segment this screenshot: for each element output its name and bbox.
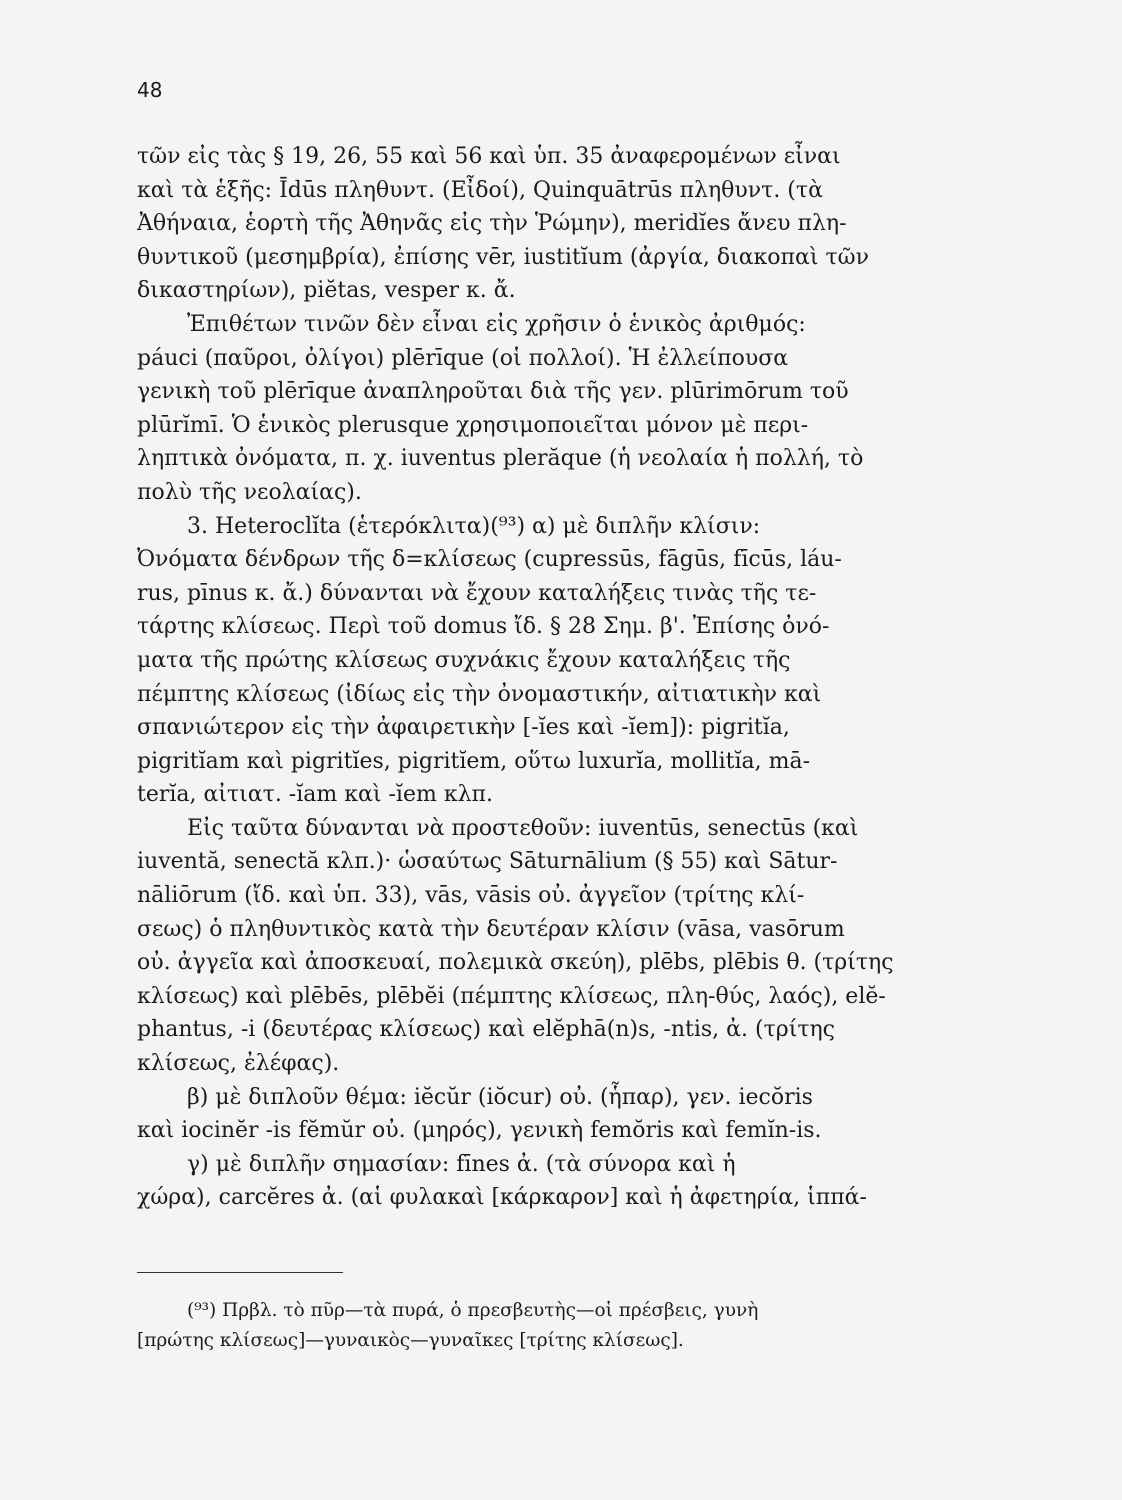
text-line: σεως) ὁ πληθυντικὸς κατὰ τὴν δευτέραν κλίσιν (vāsa, vasōrum: [137, 916, 845, 942]
footnotes: [137, 1296, 1017, 1356]
text-line: κλίσεως, ἐλέφας).: [137, 1051, 340, 1077]
text-line: τάρτης κλίσεως. Περὶ τοῦ domus ἴδ. § 28 Σημ. β'. Ἐπίσης ὀνό-: [137, 614, 830, 640]
text-line: καὶ iocinĕr -is fĕmŭr οὐ. (μηρός), γενικὴ femŏris καὶ femĭn-is.: [137, 1118, 822, 1144]
text-line: πολὺ τῆς νεολαίας).: [137, 479, 362, 505]
text-line: γ) μὲ διπλῆν σημασίαν: fīnes ἀ. (τὰ σύνορα καὶ ἡ: [187, 1151, 736, 1177]
text-line: σπανιώτερον εἰς τὴν ἀφαιρετικὴν [-ĭes καὶ -ĭem]): pigritĭa,: [137, 715, 790, 741]
text-line: τῶν εἰς τὰς § 19, 26, 55 καὶ 56 καὶ ὑπ. 35 ἀναφερομένων εἶναι: [137, 144, 841, 169]
text-line: páuci (παῦροι, ὀλίγοι) plērīque (οἱ πολλοί). Ἡ ἐλλείπουσα: [137, 345, 789, 371]
text-line: Εἰς ταῦτα δύνανται νὰ προστεθοῦν: iuventūs, senectūs (καὶ: [187, 815, 859, 841]
text-line: γενικὴ τοῦ plērīque ἀναπληροῦται διὰ τῆς γεν. plūrimōrum τοῦ: [137, 379, 849, 405]
text-line: κλίσεως) καὶ plēbēs, plēbĕi (πέμπτης κλίσεως, πλη-θύς, λαός), elĕ-: [137, 983, 886, 1009]
footnote-line: (⁹³) Πρβλ. τὸ πῦρ—τὰ πυρά, ὁ πρεσβευτὴς—οἱ πρέσβεις, γυνὴ: [187, 1300, 759, 1321]
text-line: terĭa, αἰτιατ. -ĭam καὶ -ĭem κλπ.: [137, 782, 493, 808]
text-line: χώρα), carcĕres ἀ. (αἱ φυλακαὶ [κάρκαρον] καὶ ἡ ἀφετηρία, ἱππά-: [137, 1185, 867, 1211]
text-line: β) μὲ διπλοῦν θέμα: iĕcŭr (iŏcur) οὐ. (ἧπαρ), γεν. iecŏris: [187, 1084, 813, 1110]
text-line: plūrĭmī. Ὁ ἑνικὸς plerusque χρησιμοποιεῖται μόνον μὲ περι-: [137, 412, 809, 438]
text-line: πέμπτης κλίσεως (ἰδίως εἰς τὴν ὀνομαστικήν, αἰτιατικὴν καὶ: [137, 681, 822, 707]
text-line: Ἐπιθέτων τινῶν δὲν εἶναι εἰς χρῆσιν ὁ ἑνικὸς ἀριθμός:: [187, 311, 806, 337]
text-line: ληπτικὰ ὀνόματα, π. χ. iuventus plerăque (ἡ νεολαία ἡ πολλή, τὸ: [137, 446, 864, 472]
main-text: [137, 140, 1017, 1215]
text-line: phantus, -i (δευτέρας κλίσεως) καὶ elĕphā(n)s, -ntis, ἀ. (τρίτης: [137, 1017, 835, 1043]
page-number: 48: [137, 78, 163, 102]
text-line: iuventă, senectă κλπ.)· ὡσαύτως Sāturnālium (§ 55) καὶ Sātur-: [137, 849, 838, 875]
text-line: rus, pīnus κ. ἄ.) δύνανται νὰ ἔχουν καταλήξεις τινὰς τῆς τε-: [137, 580, 817, 606]
text-line: καὶ τὰ ἑξῆς: Īdūs πληθυντ. (Εἶδοί), Quinquātrūs πληθυντ. (τὰ: [137, 177, 823, 203]
text-line: δικαστηρίων), piĕtas, vesper κ. ἄ.: [137, 278, 516, 304]
text-line: Ἀθήναια, ἑορτὴ τῆς Ἀθηνᾶς εἰς τὴν Ῥώμην), meridĭes ἄνευ πλη-: [137, 211, 847, 237]
text-line: θυντικοῦ (μεσημβρία), ἐπίσης vēr, iustitĭum (ἀργία, διακοπαὶ τῶν: [137, 244, 869, 270]
footnote-divider: [137, 1272, 343, 1273]
text-line: nāliōrum (ἴδ. καὶ ὑπ. 33), vās, vāsis οὐ. ἀγγεῖον (τρίτης κλί-: [137, 883, 805, 909]
text-line: 3. Heteroclĭta (ἑτερόκλιτα)(⁹³) α) μὲ διπλῆν κλίσιν:: [187, 513, 761, 539]
text-line: ματα τῆς πρώτης κλίσεως συχνάκις ἔχουν καταλήξεις τῆς: [137, 647, 791, 673]
text-line: οὐ. ἀγγεῖα καὶ ἀποσκευαί, πολεμικὰ σκεύη), plēbs, plēbis θ. (τρίτης: [137, 950, 894, 976]
text-line: Ὀνόματα δένδρων τῆς δ=κλίσεως (cupressūs, fāgūs, fīcūs, láu-: [137, 547, 842, 573]
text-line: pigritĭam καὶ pigritĭes, pigritĭem, οὕτω luxurĭa, mollitĭa, mā-: [137, 748, 811, 774]
footnote-line: [πρώτης κλίσεως]—γυναικὸς—γυναῖκες [τρίτης κλίσεως].: [137, 1330, 684, 1351]
